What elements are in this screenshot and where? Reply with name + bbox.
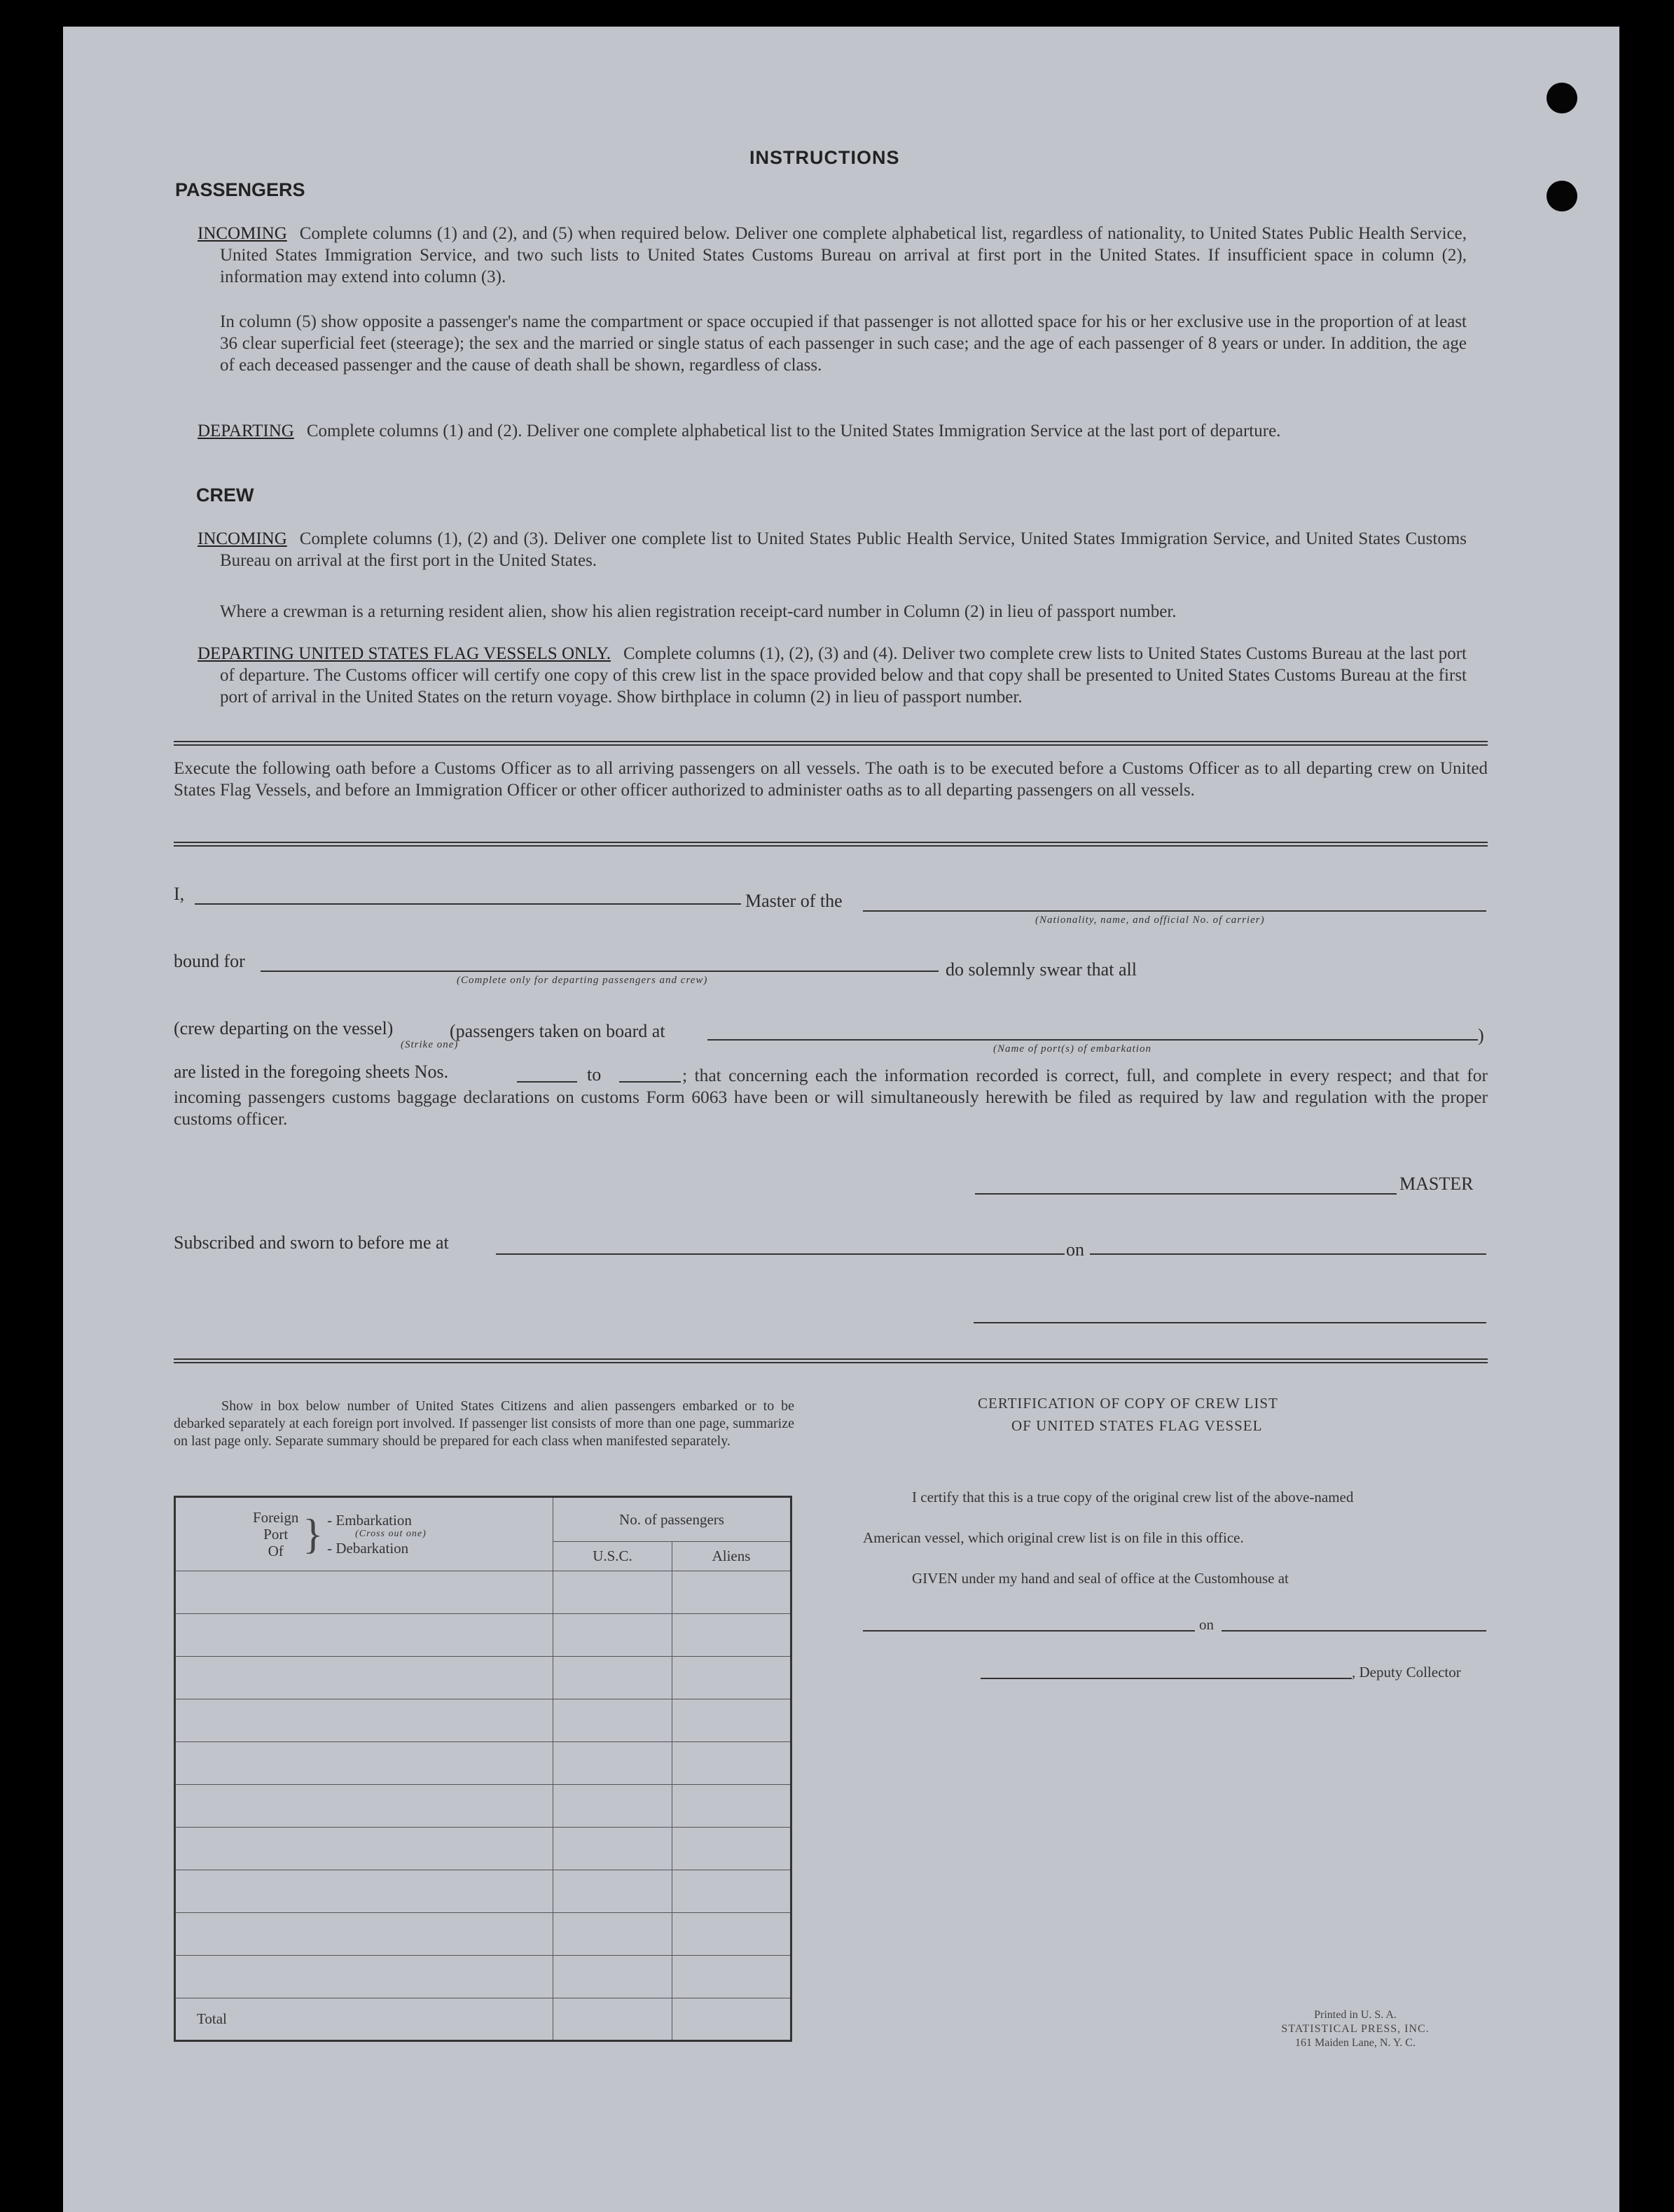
- certification-on-label: on: [1199, 1616, 1214, 1633]
- divider-2: [174, 842, 1488, 847]
- deputy-collector-label: , Deputy Collector: [1352, 1664, 1461, 1681]
- page-title: INSTRUCTIONS: [749, 147, 900, 168]
- given-line: GIVEN under my hand and seal of office at the Customhouse at: [912, 1570, 1289, 1587]
- crew-incoming-text: Complete columns (1), (2) and (3). Deliver one complete list to United States Public Health Service, United States Immigration Service, and United States Customs Bureau on arrival at the first port in the United States.: [220, 529, 1467, 570]
- port-cell[interactable]: [175, 1614, 553, 1657]
- usc-cell[interactable]: [553, 1657, 672, 1699]
- column5-paragraph: [220, 311, 1467, 376]
- usc-cell[interactable]: [553, 1828, 672, 1870]
- table-row: [175, 1956, 791, 1998]
- sworn-date-field[interactable]: [1090, 1253, 1486, 1255]
- summary-instructions-text: Show in box below number of United States Citizens and alien passengers embarked or to be debarked separately at each foreign port involved. If passenger list consists of more than one page, summarize on last page only. Separate summary should be prepared for each class when manifested separately.: [174, 1398, 794, 1449]
- total-row: [175, 1998, 791, 2041]
- column5-text: In column (5) show opposite a passenger's name the compartment or space occupied if that passenger is not allotted space for his or her exclusive use in the proportion of at least 36 clear superficial feet (steerage); the sex and the married or single status of each passenger in such case; and the age of each passenger of 8 years or under. In addition, the age of each deceased passenger and the cause of death shall be shown, regardless of class.: [220, 312, 1467, 375]
- cross-out-caption: (Cross out one): [355, 1529, 427, 1539]
- table-row: [175, 1699, 791, 1742]
- certify-line-2: American vessel, which original crew list is on file in this office.: [863, 1529, 1244, 1546]
- embarkation-label: - Embarkation: [327, 1512, 412, 1529]
- printer-line-2: STATISTICAL PRESS, INC.: [1281, 2023, 1430, 2035]
- listed-body: ; that concerning each the information recorded is correct, full, and complete in every respect; and that for incoming passengers customs baggage declarations on customs Form 6063 have been or will simultaneously herewith be filed as required by law and regulation with the proper customs officer.: [174, 1065, 1488, 1129]
- table-row: [175, 1785, 791, 1828]
- punch-hole-top: [1547, 83, 1577, 113]
- strike-one-caption: (Strike one): [401, 1039, 459, 1050]
- port-cell[interactable]: [175, 1742, 553, 1785]
- no-of-passengers-header: No. of passengers: [553, 1497, 791, 1542]
- bound-for-caption: (Complete only for departing passengers and crew): [457, 975, 708, 986]
- usc-cell[interactable]: [553, 1571, 672, 1614]
- crew-flag-text: Complete columns (1), (2), (3) and (4). Deliver two complete crew lists to United States Customs Bureau at the last port of departure. The Customs officer will certify one copy of this crew list in the space provided below and that copy shall be presented to United States Customs Bureau at the first port of arrival in the United States on the return voyage. Show birthplace in column (2) in lieu of passport number.: [220, 644, 1467, 707]
- punch-hole-second: [1547, 181, 1577, 211]
- usc-cell[interactable]: [553, 1956, 672, 1998]
- usc-cell[interactable]: [553, 1699, 672, 1742]
- port-cell[interactable]: [175, 1657, 553, 1699]
- table-row: [175, 1614, 791, 1657]
- listed-sheets-label: are listed in the foregoing sheets Nos.: [174, 1062, 449, 1082]
- crew-incoming-paragraph: [175, 528, 1467, 571]
- usc-cell[interactable]: [553, 1913, 672, 1956]
- sworn-place-field[interactable]: [496, 1253, 1065, 1255]
- port-cell[interactable]: [175, 1913, 553, 1956]
- aliens-cell[interactable]: [672, 1956, 791, 1998]
- port-header-cell: [175, 1497, 553, 1571]
- table-row: [175, 1913, 791, 1956]
- debarkation-label: - Debarkation: [327, 1540, 409, 1557]
- listed-to-label: to: [587, 1064, 602, 1085]
- foreign-label: Foreign: [253, 1509, 299, 1526]
- passengers-incoming-paragraph: [175, 223, 1467, 288]
- crew-resident-paragraph: [220, 601, 1467, 622]
- certification-title-2: OF UNITED STATES FLAG VESSEL: [1011, 1417, 1263, 1434]
- passenger-summary-table: [174, 1496, 792, 2042]
- passengers-departing-text: Complete columns (1) and (2). Deliver one complete alphabetical list to the United States Immigration Service at the last port of departure.: [306, 422, 1281, 440]
- bound-for-label: bound for: [174, 951, 245, 971]
- passengers-taken-option: (passengers taken on board at: [450, 1021, 665, 1041]
- oath-instructions: Execute the following oath before a Customs Officer as to all arriving passengers on all vessels. The oath is to be executed before a Customs Officer as to all departing crew on United States Flag Vessels, and before an Immigration Officer or other officer authorized to administer oaths as to all departing passengers on all vessels.: [174, 759, 1488, 800]
- passengers-departing-lead: DEPARTING: [198, 422, 294, 440]
- port-cell[interactable]: [175, 1870, 553, 1913]
- crew-heading: CREW: [196, 485, 254, 506]
- of-label: Of: [268, 1543, 284, 1559]
- aliens-cell[interactable]: [672, 1870, 791, 1913]
- aliens-cell[interactable]: [672, 1657, 791, 1699]
- master-name-field[interactable]: [195, 903, 741, 905]
- master-of-label: Master of the: [745, 891, 843, 911]
- master-signature-field[interactable]: [975, 1193, 1397, 1195]
- certify-line-1: I certify that this is a true copy of the original crew list of the above-named: [912, 1489, 1354, 1505]
- customhouse-field[interactable]: [863, 1630, 1195, 1632]
- deputy-signature-field[interactable]: [981, 1678, 1352, 1679]
- bound-for-field[interactable]: [261, 971, 939, 972]
- aliens-cell[interactable]: [672, 1785, 791, 1828]
- carrier-caption: (Nationality, name, and official No. of carrier): [1035, 914, 1265, 926]
- brace-icon: }: [303, 1511, 324, 1557]
- crew-incoming-lead: INCOMING: [198, 529, 287, 548]
- divider-3: [174, 1358, 1488, 1363]
- crew-departing-option: (crew departing on the vessel): [174, 1018, 394, 1038]
- certification-date-field[interactable]: [1222, 1630, 1486, 1632]
- printer-imprint: [1268, 2008, 1443, 2050]
- aliens-cell[interactable]: [672, 1614, 791, 1657]
- table-row: [175, 1828, 791, 1870]
- crew-flag-lead: DEPARTING UNITED STATES FLAG VESSELS ONLY.: [198, 644, 611, 663]
- divider-1: [174, 741, 1488, 746]
- port-label: Port: [263, 1526, 289, 1543]
- passengers-heading: PASSENGERS: [175, 179, 305, 200]
- aliens-cell[interactable]: [672, 1913, 791, 1956]
- certification-title-1: CERTIFICATION OF COPY OF CREW LIST: [978, 1395, 1278, 1412]
- printer-line-1: Printed in U. S. A.: [1314, 2009, 1397, 2021]
- table-row: [175, 1742, 791, 1785]
- port-cell[interactable]: [175, 1699, 553, 1742]
- aliens-cell[interactable]: [672, 1699, 791, 1742]
- table-row: [175, 1657, 791, 1699]
- master-label: MASTER: [1399, 1174, 1474, 1194]
- aliens-cell[interactable]: [672, 1742, 791, 1785]
- crew-flag-paragraph: [175, 643, 1467, 708]
- passengers-incoming-lead: INCOMING: [198, 224, 287, 243]
- usc-cell[interactable]: [553, 1785, 672, 1828]
- usc-cell[interactable]: [553, 1870, 672, 1913]
- port-cell[interactable]: [175, 1785, 553, 1828]
- port-caption: (Name of port(s) of embarkation: [993, 1043, 1151, 1055]
- usc-header: U.S.C.: [553, 1542, 672, 1571]
- total-label: Total: [175, 1998, 553, 2041]
- listed-body-text: [174, 1064, 1488, 1129]
- table-row: [175, 1870, 791, 1913]
- total-aliens-cell[interactable]: [672, 1998, 791, 2041]
- passengers-incoming-text: Complete columns (1) and (2), and (5) when required below. Deliver one complete alphabetical list, regardless of nationality, to United States Public Health Service, United States Immigration Service, and two such lists to United States Customs Bureau on arrival at first port in the United States. If insufficient space in column (2), information may extend into column (3).: [220, 224, 1467, 286]
- printer-line-3: 161 Maiden Lane, N. Y. C.: [1295, 2037, 1416, 2049]
- port-cell[interactable]: [175, 1571, 553, 1614]
- table-header-row: [175, 1497, 791, 1542]
- embarkation-port-field[interactable]: [707, 1039, 1478, 1041]
- carrier-field[interactable]: [863, 910, 1486, 912]
- officer-signature-field[interactable]: [974, 1322, 1486, 1323]
- aliens-cell[interactable]: [672, 1571, 791, 1614]
- foreign-port-of: [253, 1509, 298, 1559]
- port-cell[interactable]: [175, 1956, 553, 1998]
- table-row: [175, 1571, 791, 1614]
- subscribed-label: Subscribed and sworn to before me at: [174, 1232, 449, 1253]
- total-usc-cell[interactable]: [553, 1998, 672, 2041]
- port-close-paren: ): [1478, 1025, 1484, 1045]
- aliens-cell[interactable]: [672, 1828, 791, 1870]
- passengers-departing-paragraph: [175, 420, 1467, 442]
- swear-text: do solemnly swear that all: [946, 959, 1137, 980]
- crew-resident-text: Where a crewman is a returning resident alien, show his alien registration receipt-card number in Column (2) in lieu of passport number.: [220, 602, 1177, 621]
- port-cell[interactable]: [175, 1828, 553, 1870]
- sworn-on-label: on: [1066, 1239, 1084, 1260]
- summary-instructions: [174, 1398, 794, 1450]
- aliens-header: Aliens: [672, 1542, 791, 1571]
- usc-cell[interactable]: [553, 1614, 672, 1657]
- oath-i-label: I,: [174, 884, 185, 904]
- usc-cell[interactable]: [553, 1742, 672, 1785]
